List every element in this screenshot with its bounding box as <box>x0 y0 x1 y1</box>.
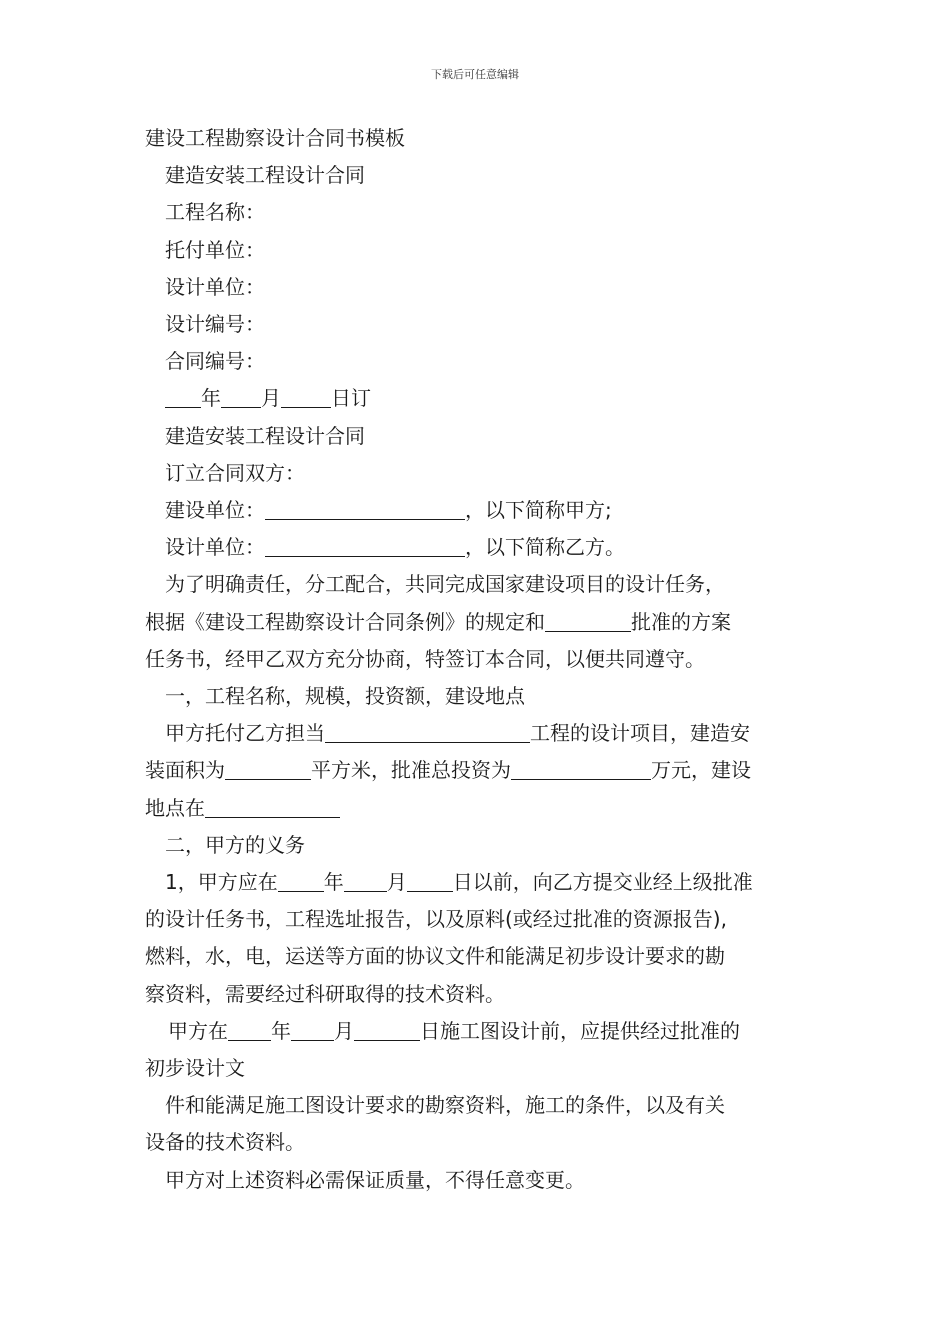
text-segment: 万元，建设 <box>651 758 751 783</box>
paragraph-line: 为了明确责任，分工配合，共同完成国家建设项目的设计任务， <box>165 572 725 597</box>
text-segment: 平方米，批准总投资为 <box>311 758 511 783</box>
text-segment: 批准的方案 <box>631 609 731 634</box>
blank-line <box>228 1020 271 1041</box>
text-segment: 装面积为 <box>145 758 225 783</box>
paragraph-line: 件和能满足施工图设计要求的勘察资料，施工的条件，以及有关 <box>165 1093 725 1118</box>
text-segment: 根据《建设工程勘察设计合同条例》的规定和 <box>145 609 545 634</box>
blank-line <box>265 499 465 520</box>
date-month: 月 <box>261 386 281 411</box>
text-segment: 年 <box>323 870 344 895</box>
text-segment: 甲方在 <box>168 1018 228 1043</box>
blank-line <box>325 722 530 743</box>
blank-line <box>545 611 631 632</box>
blank-line <box>291 1020 334 1041</box>
text-segment: 日施工图设计前，应提供经过批准的 <box>420 1018 740 1043</box>
text-segment: 地点在 <box>145 795 205 820</box>
blank-line <box>165 387 201 408</box>
paragraph-line <box>145 604 810 641</box>
party-a-line <box>145 492 810 529</box>
text-segment: 月 <box>386 870 407 895</box>
blank-line <box>407 871 453 892</box>
paragraph-line <box>145 790 810 827</box>
date-year: 年 <box>201 386 221 411</box>
document-body <box>145 120 810 1199</box>
blank-line <box>205 797 340 818</box>
blank-line <box>281 387 331 408</box>
text-segment: 工程的设计项目，建造安 <box>530 721 750 746</box>
paragraph-line: 初步设计文 <box>145 1056 245 1081</box>
party-b-suffix: ，以下简称乙方。 <box>465 535 625 560</box>
text-segment: 日以前，向乙方提交业经上级批准 <box>452 870 753 895</box>
paragraph-line: 燃料，水，电，运送等方面的协议文件和能满足初步设计要求的勘 <box>145 944 725 969</box>
party-a-label: 建设单位： <box>165 498 265 523</box>
blank-line <box>221 387 261 408</box>
blank-line <box>511 759 651 780</box>
entrust-unit-field: 托付单位： <box>165 237 265 262</box>
paragraph-line: 设备的技术资料。 <box>145 1130 305 1155</box>
paragraph-line <box>145 864 810 901</box>
blank-line <box>265 536 465 557</box>
date-line <box>145 380 810 417</box>
party-a-suffix: ，以下简称甲方; <box>465 498 612 523</box>
contract-subtitle: 建造安装工程设计合同 <box>165 163 365 188</box>
section-1-title: 一，工程名称，规模，投资额，建设地点 <box>165 684 525 709</box>
contract-subtitle-2: 建造安装工程设计合同 <box>165 423 365 448</box>
blank-line <box>354 1020 420 1041</box>
paragraph-line: 的设计任务书，工程选址报告，以及原料(或经过批准的资源报告), <box>145 907 727 932</box>
paragraph-line <box>145 752 810 789</box>
page-header-note: 下载后可任意编辑 <box>431 68 519 81</box>
paragraph-line <box>145 715 810 752</box>
text-segment: 1，甲方应在 <box>165 870 278 895</box>
party-b-label: 设计单位： <box>165 535 265 560</box>
design-number-field: 设计编号： <box>165 312 265 337</box>
paragraph-line <box>145 1013 810 1050</box>
section-2-title: 二，甲方的义务 <box>165 832 305 857</box>
paragraph-line: 察资料，需要经过科研取得的技术资料。 <box>145 981 505 1006</box>
party-b-line <box>145 529 810 566</box>
text-segment: 甲方托付乙方担当 <box>165 721 325 746</box>
parties-heading: 订立合同双方： <box>165 460 305 485</box>
project-name-field: 工程名称： <box>165 200 265 225</box>
contract-number-field: 合同编号： <box>165 349 265 374</box>
text-segment: 年 <box>271 1018 291 1043</box>
text-segment: 月 <box>334 1018 354 1043</box>
blank-line <box>344 871 387 892</box>
design-unit-field: 设计单位： <box>165 274 265 299</box>
paragraph-line: 甲方对上述资料必需保证质量，不得任意变更。 <box>165 1167 585 1192</box>
blank-line <box>278 871 324 892</box>
doc-title: 建设工程勘察设计合同书模板 <box>145 126 405 150</box>
date-day: 日订 <box>331 386 371 411</box>
paragraph-line: 任务书，经甲乙双方充分协商，特签订本合同，以便共同遵守。 <box>145 646 705 671</box>
blank-line <box>225 759 311 780</box>
